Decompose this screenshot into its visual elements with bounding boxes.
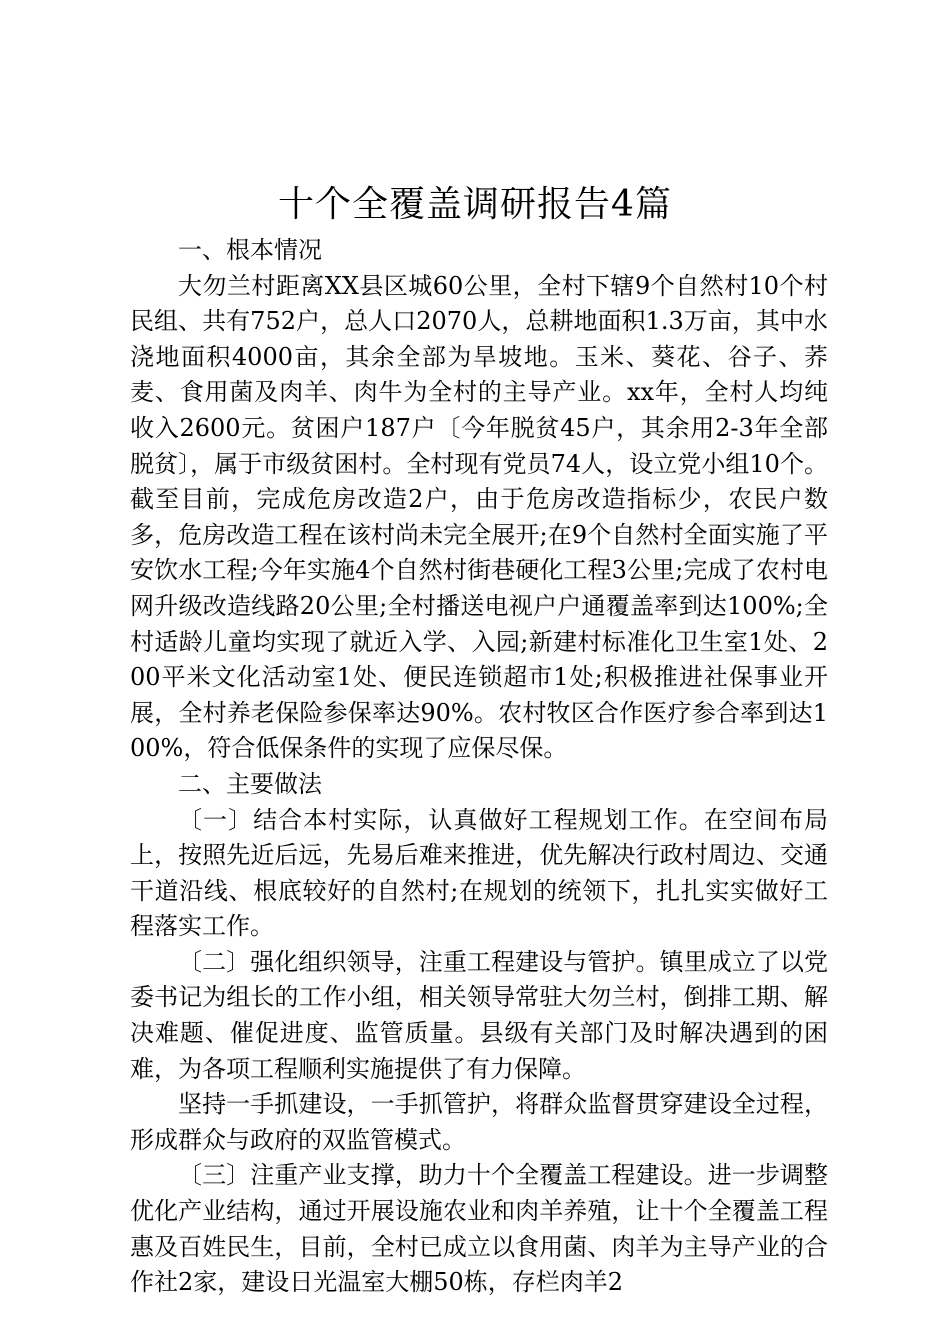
paragraph-organization-leadership: 〔二〕强化组织领导，注重工程建设与管护。镇里成立了以党委书记为组长的工作小组，相关领导常驻大勿兰村，倒排工期、解决难题、催促进度、监管质量。县级有关部门及时解决遇到的困难，为各项工程顺利实施提供了有力保障。: [130, 947, 828, 1083]
paragraph-industry-support: 〔三〕注重产业支撑，助力十个全覆盖工程建设。进一步调整优化产业结构，通过开展设施农业和肉羊养殖，让十个全覆盖工程惠及百姓民生，目前，全村已成立以食用菌、肉羊为主导产业的合作社2家，建设日光温室大棚50栋，存栏肉羊2: [130, 1161, 828, 1297]
paragraph-supervision: 坚持一手抓建设，一手抓管护，将群众监督贯穿建设全过程，形成群众与政府的双监管模式。: [130, 1090, 828, 1154]
paragraph-village-overview: 大勿兰村距离XX县区城60公里，全村下辖9个自然村10个村民组、共有752户，总人口2070人，总耕地面积1.3万亩，其中水浇地面积4000亩，其余全部为旱坡地。玉米、葵花、谷子、荞麦、食用菌及肉羊、肉牛为全村的主导产业。xx年，全村人均纯收入2600元。贫困户187户〔今年脱贫45户，其余用2-3年全部脱贫〕，属于市级贫困村。全村现有党员74人，设立党小组10个。截至目前，完成危房改造2户，由于危房改造指标少，农民户数多，危房改造工程在该村尚未完全展开;在9个自然村全面实施了平安饮水工程;今年实施4个自然村街巷硬化工程3公里;完成了农村电网升级改造线路20公里;全村播送电视户户通覆盖率到达100%;全村适龄儿童均实现了就近入学、入园;新建村标准化卫生室1处、200平米文化活动室1处、便民连锁超市1处;积极推进社保事业开展，全村养老保险参保率达90%。农村牧区合作医疗参合率到达100%，符合低保条件的实现了应保尽保。: [130, 271, 828, 763]
document-title: 十个全覆盖调研报告4篇: [278, 184, 672, 225]
document-body: [130, 233, 828, 1301]
section-heading-basic-situation: 一、根本情况: [178, 236, 322, 264]
section-heading-main-practices: 二、主要做法: [178, 769, 322, 798]
paragraph-project-planning: 〔一〕结合本村实际，认真做好工程规划工作。在空间布局上，按照先近后远，先易后难来推进，优先解决行政村周边、交通干道沿线、根底较好的自然村;在规划的统领下，扎扎实实做好工程落实工作。: [130, 805, 828, 941]
